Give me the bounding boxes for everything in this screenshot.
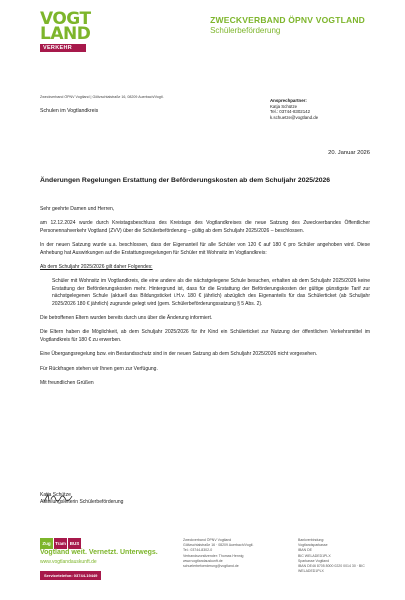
closing: Mit freundlichen Grüßen <box>40 380 94 387</box>
footer-line: Tel.: 03744-8302-0 <box>183 548 213 553</box>
bus-tile: BUS <box>68 538 81 549</box>
signer-title: Abteilungsleiterin Schülerbeförderung <box>40 499 124 506</box>
vogtland-logo <box>40 9 102 52</box>
organization-department: Schülerbeförderung <box>210 26 281 35</box>
contact-block <box>270 98 318 120</box>
paragraph-5: Die betroffenen Eltern wurden bereits durch uns über die Änderung informiert. <box>40 315 213 322</box>
letter-body <box>40 206 370 395</box>
paragraph-6: Die Eltern haben die Möglichkeit, ab dem Schuljahr 2025/2026 für ihr Kind ein Schülerticket zur Nutzung der öffentlichen Verkehrsmittel im Vogtlandkreis für 180 € zu erwerben. <box>40 329 370 343</box>
paragraph-8: Für Rückfragen stehen wir Ihnen gern zur Verfügung. <box>40 365 158 372</box>
paragraph-1: am 12.12.2024 wurde durch Kreistagsbeschluss des Kreistags des Vogtlandkreises die neue Satzung des Zweckverbandes Öffentlicher Personennahverkehr Vogtland (ZVV) über die Schülerbeförderung – gültig ab dem Schuljahr 2025/2026 – beschlossen. <box>40 220 370 234</box>
footer-line: www.vogtlandauskunft.de <box>183 558 223 563</box>
footer-line: IBAN DE46 8705 8000 0220 0014 30 · BIC WELADED1PLX <box>298 564 365 574</box>
footer-line: Göltzschtalstraße 16 · 08209 Auerbach/Vogtl. <box>183 543 254 548</box>
letter-date: 20. Januar 2026 <box>328 150 370 156</box>
contact-label: Ansprechpartner: <box>270 98 307 103</box>
contact-name: Katja Schütze <box>270 103 298 109</box>
footer-website: www.vogtlandauskunft.de <box>40 559 97 565</box>
contact-email: k.schuetze@vogtland.de <box>270 114 319 120</box>
footer-line: Bankverbindung: <box>298 538 325 542</box>
footer-line: Verbandsvorsitzender: Thomas Hennig <box>183 553 244 558</box>
organization-name: ZWECKVERBAND ÖPNV VOGTLAND <box>210 15 365 25</box>
organization-header <box>210 15 365 35</box>
salutation: Sehr geehrte Damen und Herren, <box>40 206 115 212</box>
service-phone-badge: Servicetelefon: 03744-19449 <box>40 571 101 580</box>
sender-return-address: Zweckverband ÖPNV Vogtland | Göltzschtalstraße 16, 08209 Auerbach/Vogtl. <box>40 95 164 99</box>
logo-badge: VERKEHR <box>40 44 86 52</box>
contact-phone: Tel.: 03744-8302142 <box>270 109 311 115</box>
signature-block <box>40 478 123 506</box>
paragraph-7: Eine Übergangsregelung bzw. ein Bestandsschutz sind in der neuen Satzung ab dem Schuljahr 2025/2026 nicht vorgesehen. <box>40 351 318 358</box>
footer-line: BIC WELADED1PLX <box>298 553 331 558</box>
logo-line-1: VOGT <box>40 9 91 29</box>
section-heading: Ab dem Schuljahr 2025/2026 gilt daher Folgendes: <box>40 264 153 271</box>
footer-line: schuelerbefoerderung@vogtland.de <box>183 564 239 569</box>
footer-address-column <box>183 538 273 569</box>
tram-tile: Tram <box>54 538 67 549</box>
train-tile: Zug <box>40 538 53 549</box>
recipient-address: Schulen im Vogtlandkreis <box>40 108 99 114</box>
footer-line: IBAN DE <box>298 548 313 553</box>
footer-line: Sparkasse Vogtland <box>298 558 330 563</box>
footer <box>0 528 405 600</box>
letter-subject: Änderungen Regelungen Erstattung der Beförderungskosten ab dem Schuljahr 2025/2026 <box>40 177 331 184</box>
footer-line: Vogtlandsparkasse <box>298 543 328 548</box>
footer-slogan: Vogtland weit. Vernetzt. Unterwegs. <box>40 549 158 556</box>
logo-line-2: LAND <box>40 24 91 44</box>
transport-mode-tiles <box>40 532 82 550</box>
paragraph-rule: Schüler mit Wohnsitz im Vogtlandkreis, die eine andere als die nächstgelegene Schule besuchen, erhalten ab dem Schuljahr 2025/2026 keine Erstattung der Beförderungskosten mehr. Hintergrund ist, dass für die Erstattung der Beförderungskosten der gültige günstigste Tarif zur nächstgelegenen Schule (aktuell das Bildungsticket i.H.v. 180 € jährlich) abzüglich des Eigenanteils für das Schülerticket (ab Schuljahr 2025/2026 180 € jährlich) zugrunde gelegt wird (gem. Schülerbeförderungssatzung § 5 Abs. 2). <box>52 278 370 307</box>
paragraph-2: In der neuen Satzung wurde u.a. beschlossen, dass der Eigenanteil für alle Schüler von 120 € auf 180 € pro Schüler angehoben wird. Diese Anhebung hat Auswirkungen auf die Erstattungsregelungen für Schüler mit Wohnsitz im Vogtlandkreis: <box>40 242 370 256</box>
signer-name: Katja Schütze <box>40 492 71 498</box>
footer-bank-column <box>298 538 388 574</box>
footer-line: Zweckverband ÖPNV Vogtland <box>183 538 232 542</box>
